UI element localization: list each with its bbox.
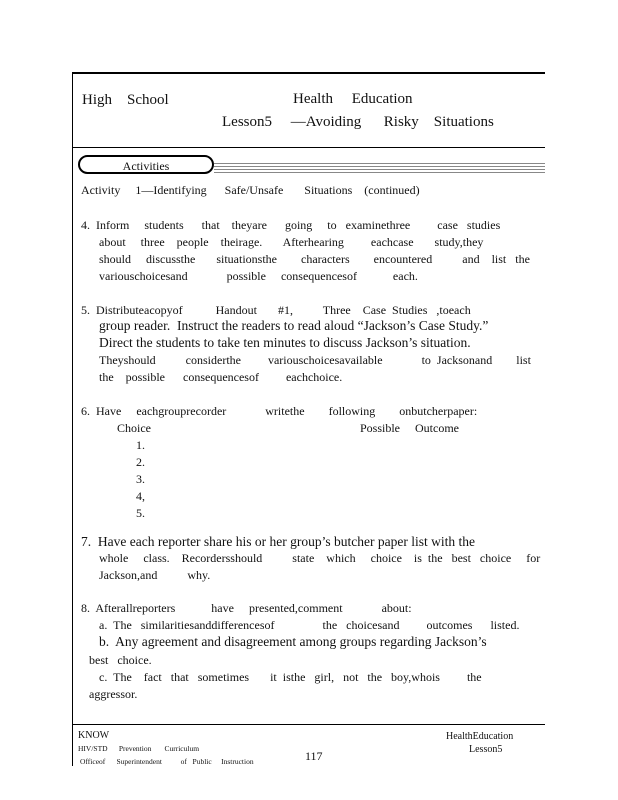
choice-list-item: 5.: [136, 506, 145, 520]
step-5-line: 5. Distributeacopyof Handout #1, Three Case Studies ,toeach: [81, 303, 471, 317]
footer-lesson: Lesson5: [469, 744, 503, 755]
footer-know: KNOW: [78, 730, 110, 741]
choice-list-item: 3.: [136, 472, 145, 486]
step-8-item-a: a. The similaritiesanddifferencesof the choicesand outcomes listed.: [99, 618, 520, 632]
step-6-intro: 6. Have eachgrouprecorder writethe following onbutcherpaper:: [81, 404, 478, 418]
footer-office: Officeof Superintendent of Public Instruction: [80, 757, 254, 766]
step-4-line: about three people theirage. Afterhearing eachcase study,they: [99, 235, 484, 249]
footer-subject: HealthEducation: [446, 731, 514, 742]
step-7-line: 7. Have each reporter share his or her group’s butcher paper list with the: [81, 534, 475, 549]
lesson-title: Lesson5 —Avoiding Risky Situations: [222, 114, 494, 130]
step-7-line: Jackson,and why.: [99, 568, 211, 582]
step-4-line: should discussthe situationsthe characters encountered and list the: [99, 252, 530, 266]
top-rule: [72, 72, 545, 74]
step-8-item-c: c. The fact that sometimes it isthe girl, not the boy,whois the: [99, 670, 482, 684]
step-5-line: group reader. Instruct the readers to read aloud “Jackson’s Case Study.”: [99, 318, 489, 333]
choice-list-item: 1.: [136, 438, 145, 452]
school-level-label: High School: [82, 92, 169, 108]
activities-tab: Activities: [78, 155, 214, 174]
footer-divider: [72, 724, 545, 725]
step-7-line: whole class. Recordersshould state which choice is the best choice for: [99, 551, 541, 565]
step-8-item-b-cont: best choice.: [89, 653, 152, 667]
page-number: 117: [305, 749, 323, 763]
activity-heading: Activity 1—Identifying Safe/Unsafe Situations (continued): [81, 183, 420, 197]
step-5-line: Direct the students to take ten minutes to discuss Jackson’s situation.: [99, 335, 471, 350]
step-4-line: variouschoicesand possible consequencesof each.: [99, 269, 418, 283]
choice-list-item: 2.: [136, 455, 145, 469]
step-8-item-c-cont: aggressor.: [89, 687, 138, 701]
header-divider: [72, 147, 545, 148]
left-margin-rule: [72, 72, 73, 766]
choice-column-label: Choice: [117, 421, 151, 435]
subject-title: Health Education: [293, 91, 413, 107]
step-8-intro: 8. Afterallreporters have presented,comment about:: [81, 601, 412, 615]
footer-curriculum: HIV/STD Prevention Curriculum: [78, 744, 200, 753]
choice-list-item: 4,: [136, 489, 145, 503]
step-4-line: 4. Inform students that theyare going to examinethree case studies: [81, 218, 501, 232]
outcome-column-label: Possible Outcome: [360, 421, 459, 435]
step-8-item-b: b. Any agreement and disagreement among groups regarding Jackson’s: [99, 634, 487, 649]
step-5-line: Theyshould considerthe variouschoicesavailable to Jacksonand list: [99, 353, 531, 367]
step-5-line: the possible consequencesof eachchoice.: [99, 370, 343, 384]
section-stripes: [214, 163, 545, 175]
